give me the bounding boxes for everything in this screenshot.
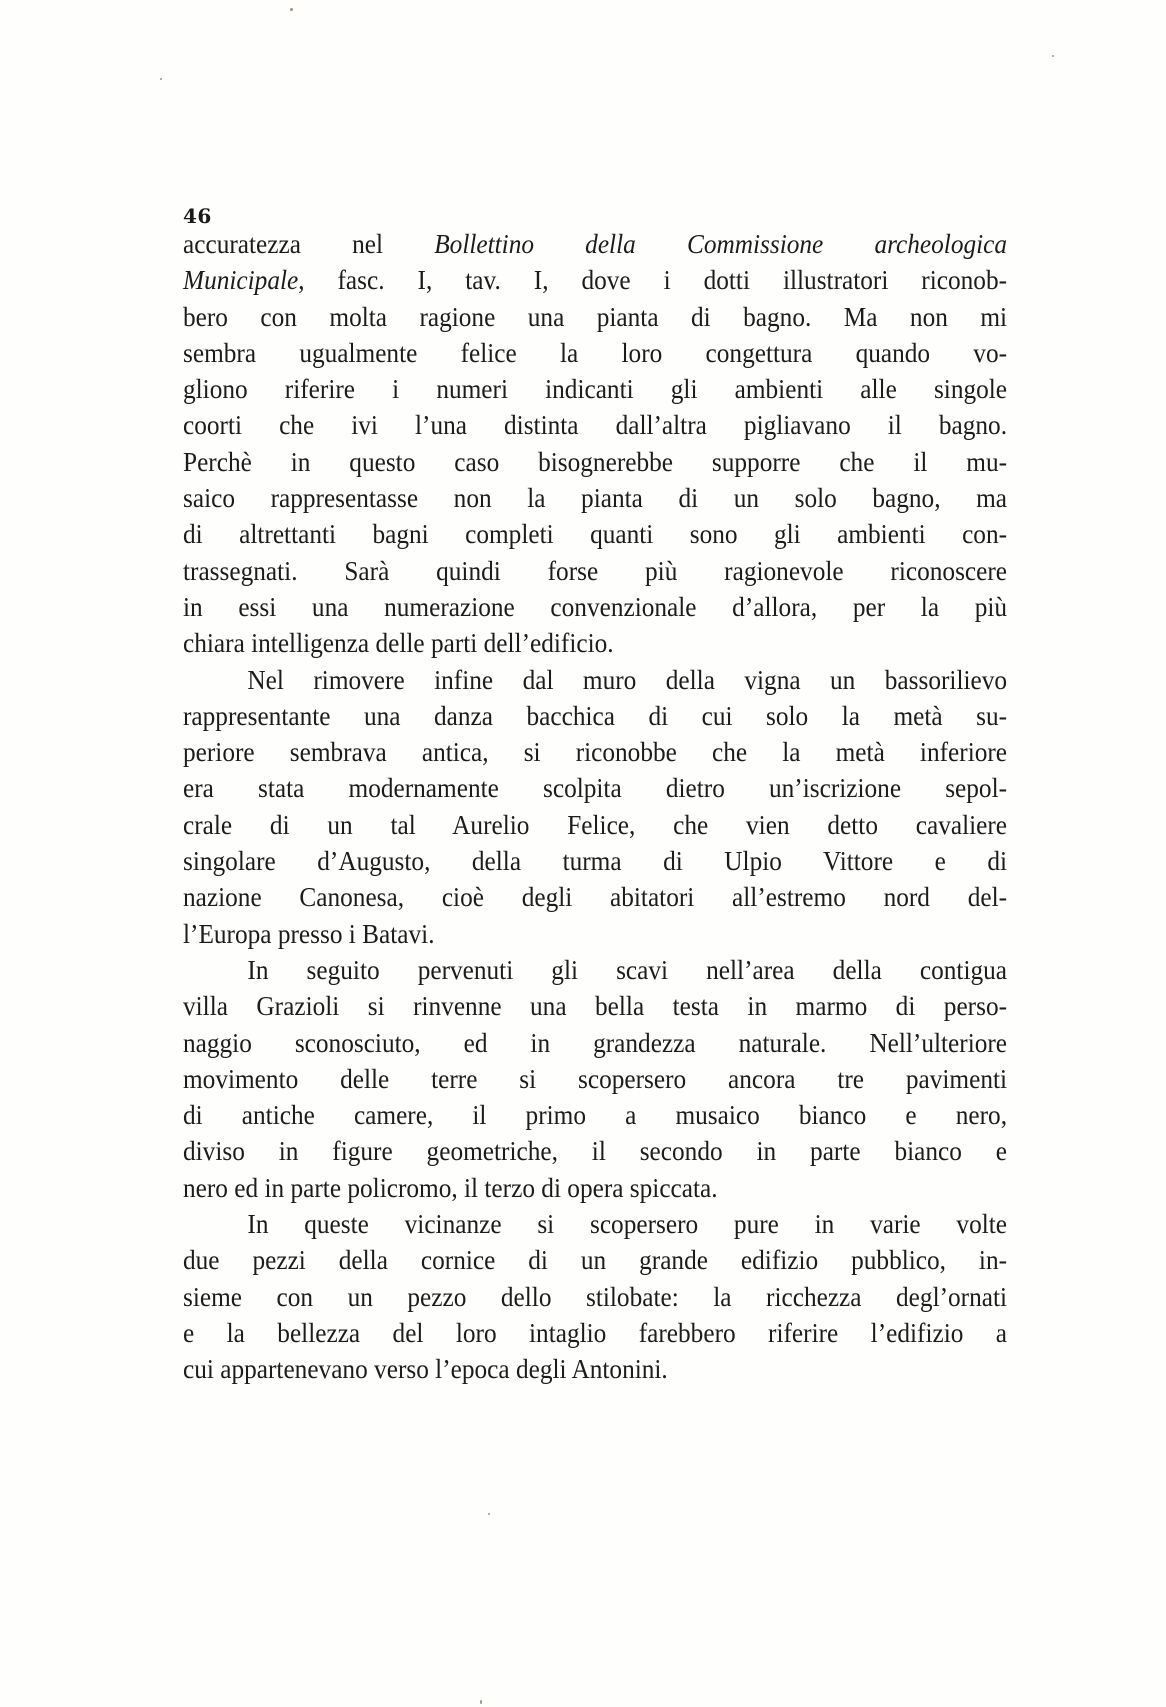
paper-speck (290, 8, 293, 11)
text-line (183, 1097, 1007, 1133)
paper-speck (1052, 55, 1054, 57)
text-line (183, 262, 1007, 298)
italic-title-text: Municipale (183, 264, 299, 296)
text-line (183, 516, 1007, 552)
line-text: di altrettanti bagni completi quanti sono gli ambienti con- (183, 518, 1008, 550)
line-text: l’Europa presso i Batavi. (183, 917, 435, 949)
line-text: accuratezza nel (183, 228, 435, 259)
line-text: rappresentante una danza bacchica di cui solo la metà su- (183, 699, 1008, 731)
text-line (183, 1061, 1007, 1097)
line-text: chiara intelligenza delle parti dell’edificio. (183, 627, 614, 659)
line-text: Nel rimovere infine dal muro della vigna un bassorilievo (247, 663, 1008, 695)
paragraph (183, 1206, 1007, 1387)
text-line (183, 952, 1007, 988)
line-text: In seguito pervenuti gli scavi nell’area della contigua (247, 953, 1008, 985)
paragraph (183, 662, 1007, 952)
line-text: bero con molta ragione una pianta di bagno. Ma non mi (183, 300, 1008, 332)
text-line (183, 843, 1007, 879)
paper-speck (480, 1700, 482, 1704)
line-text: crale di un tal Aurelio Felice, che vien detto cavaliere (183, 808, 1008, 840)
paper-speck (488, 1513, 490, 1515)
text-line (183, 879, 1007, 915)
text-line (183, 444, 1007, 480)
line-text: periore sembrava antica, si riconobbe che la metà inferiore (183, 736, 1008, 768)
page-number: 46 (183, 204, 212, 228)
line-text: sembra ugualmente felice la loro congettura quando vo- (183, 336, 1008, 368)
text-line (183, 1351, 1007, 1387)
text-line (183, 226, 1007, 262)
line-text: villa Grazioli si rinvenne una bella testa in marmo di perso- (183, 990, 1008, 1022)
line-text: , fasc. I, tav. I, dove i dotti illustratori riconob- (298, 264, 1008, 296)
text-line (183, 407, 1007, 443)
line-text: movimento delle terre si scopersero ancora tre pavimenti (183, 1062, 1008, 1094)
line-text: Perchè in questo caso bisognerebbe supporre che il mu- (183, 445, 1008, 477)
text-line (183, 698, 1007, 734)
line-text: singolare d’Augusto, della turma di Ulpio Vittore e di (183, 845, 1008, 877)
text-line (183, 916, 1007, 952)
line-text: di antiche camere, il primo a musaico bianco e nero, (183, 1099, 1008, 1131)
line-text: nazione Canonesa, cioè degli abitatori all’estremo nord del- (183, 881, 1008, 913)
paragraph (183, 226, 1007, 662)
text-line (183, 807, 1007, 843)
line-text: gliono riferire i numeri indicanti gli ambienti alle singole (183, 373, 1008, 405)
text-line (183, 371, 1007, 407)
text-line (183, 1133, 1007, 1169)
line-text: sieme con un pezzo dello stilobate: la ricchezza degl’ornati (183, 1280, 1008, 1312)
line-text: due pezzi della cornice di un grande edifizio pubblico, in- (183, 1244, 1008, 1276)
body-text (183, 226, 1007, 1388)
text-line (183, 1242, 1007, 1278)
text-line (183, 335, 1007, 371)
text-line (183, 299, 1007, 335)
text-line (183, 480, 1007, 516)
line-text: in essi una numerazione convenzionale d’allora, per la più (183, 590, 1008, 622)
line-text: nero ed in parte policromo, il terzo di opera spiccata. (183, 1171, 718, 1203)
line-text: diviso in figure geometriche, il secondo in parte bianco e (183, 1135, 1008, 1167)
line-text: trassegnati. Sarà quindi forse più ragionevole riconoscere (183, 554, 1008, 586)
text-line (183, 1206, 1007, 1242)
text-line (183, 1025, 1007, 1061)
line-text: naggio sconosciuto, ed in grandezza naturale. Nell’ulteriore (183, 1026, 1008, 1058)
text-line (183, 770, 1007, 806)
paragraph (183, 952, 1007, 1206)
line-text: In queste vicinanze si scopersero pure in varie volte (247, 1208, 1008, 1240)
text-line (183, 734, 1007, 770)
paper-speck (160, 78, 162, 80)
text-line (183, 589, 1007, 625)
line-text: coorti che ivi l’una distinta dall’altra pigliavano il bagno. (183, 409, 1008, 441)
text-line (183, 988, 1007, 1024)
italic-title-text: Bollettino della Commissione archeologica (434, 228, 1008, 259)
text-line (183, 662, 1007, 698)
line-text: cui appartenevano verso l’epoca degli Antonini. (183, 1353, 668, 1385)
text-line (183, 625, 1007, 661)
line-text: saico rappresentasse non la pianta di un solo bagno, ma (183, 482, 1008, 514)
line-text: e la bellezza del loro intaglio farebbero riferire l’edifizio a (183, 1316, 1008, 1348)
text-line (183, 1315, 1007, 1351)
text-line (183, 1279, 1007, 1315)
text-line (183, 553, 1007, 589)
text-line (183, 1170, 1007, 1206)
line-text: era stata modernamente scolpita dietro un’iscrizione sepol- (183, 772, 1008, 804)
